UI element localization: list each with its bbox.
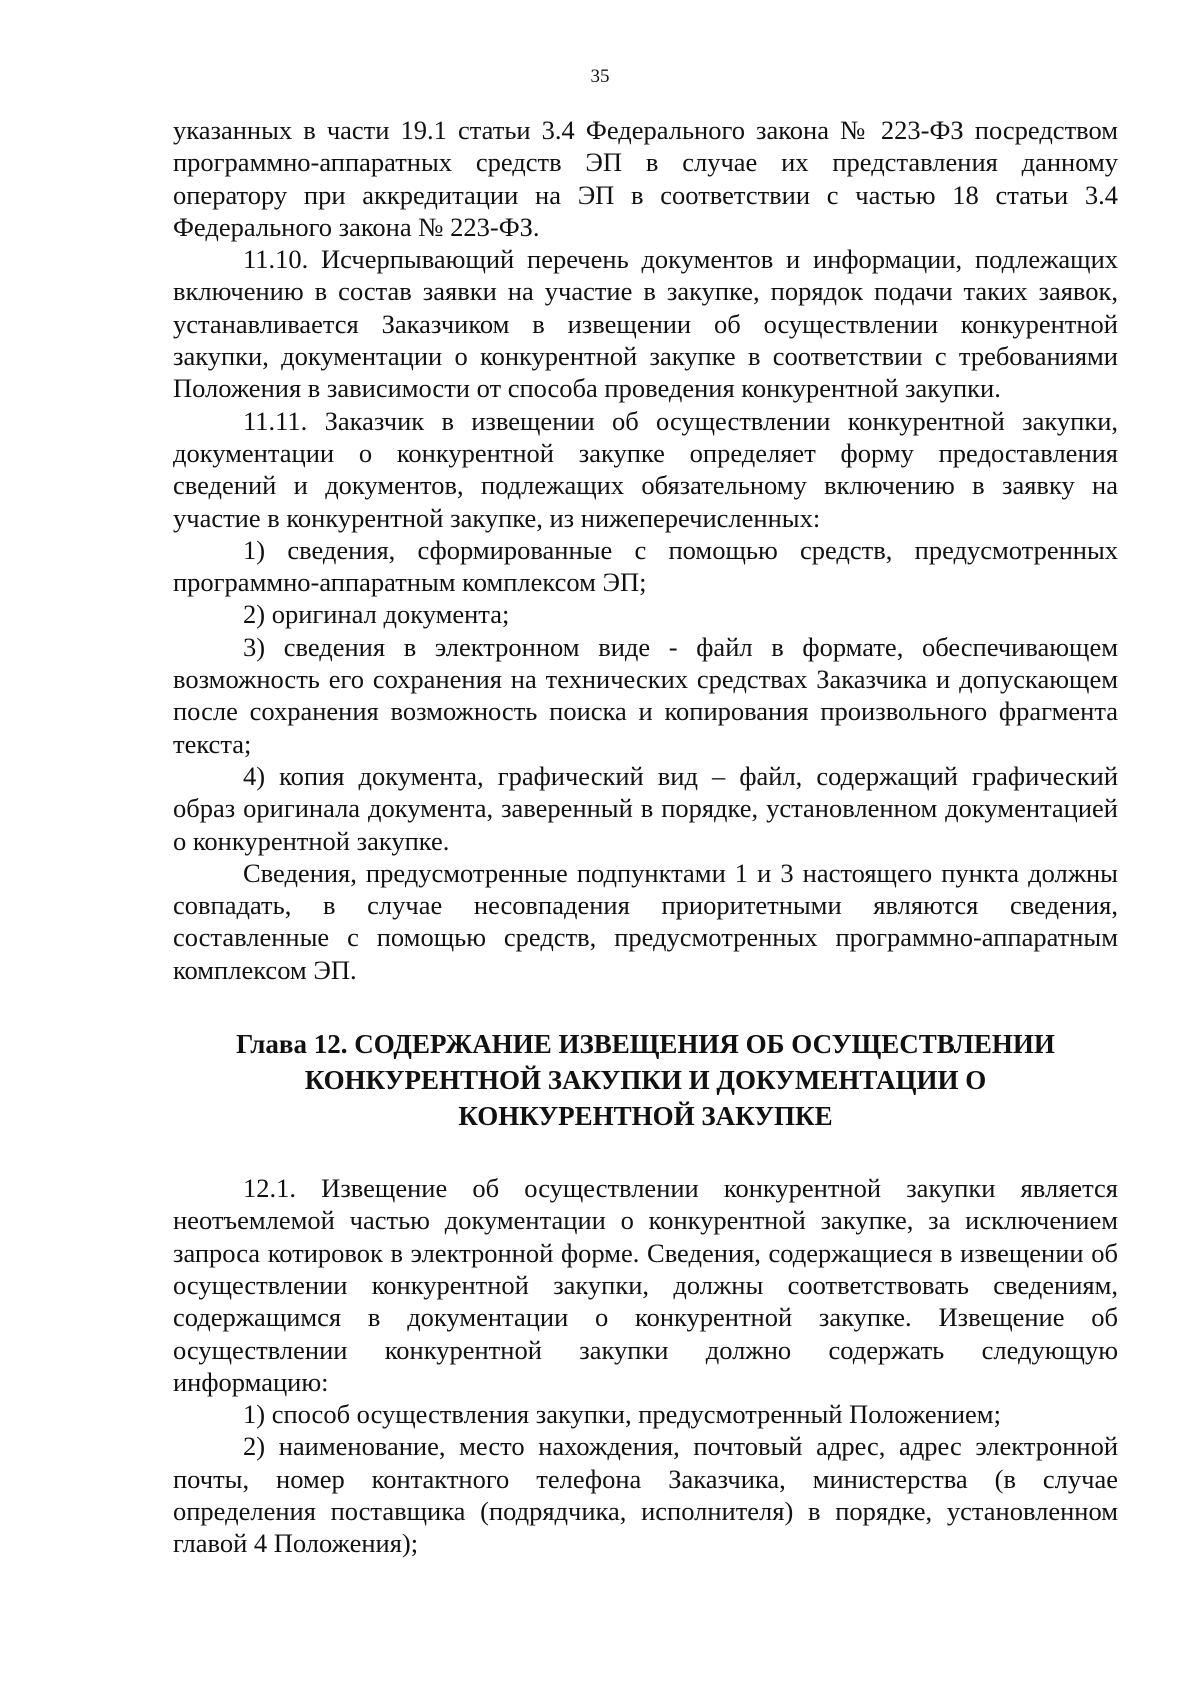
- chapter-heading: [173, 1026, 1118, 1134]
- paragraph-note: Сведения, предусмотренные подпунктами 1 и 3 настоящего пункта должны совпадать, в случае несовпадения приоритетными являются сведения, составленные с помощью средств, предусмотренных программно-аппаратным комплексом ЭП.: [173, 857, 1118, 985]
- chapter-heading-line-3: КОНКУРЕНТНОЙ ЗАКУПКЕ: [458, 1101, 833, 1132]
- chapter-heading-line-2: КОНКУРЕНТНОЙ ЗАКУПКИ И ДОКУМЕНТАЦИИ О: [304, 1065, 987, 1096]
- paragraphs-before-heading: [173, 114, 1118, 986]
- page-number: 35: [590, 66, 610, 87]
- chapter-heading-line-1: Глава 12. СОДЕРЖАНИЕ ИЗВЕЩЕНИЯ ОБ ОСУЩЕСТВЛЕНИИ: [236, 1029, 1055, 1060]
- list-item-2: 2) оригинал документа;: [243, 599, 510, 630]
- document-body: [173, 114, 1118, 1560]
- paragraph-continuation: указанных в части 19.1 статьи 3.4 Федерального закона № 223-ФЗ посредством программно-аппаратных средств ЭП в случае их представления данному оператору при аккредитации на ЭП в соответствии с частью 18 статьи 3.4 Федерального закона № 223-ФЗ.: [173, 115, 1118, 242]
- paragraphs-after-heading: [173, 1172, 1118, 1560]
- list-item-4: 4) копия документа, графический вид – файл, содержащий графический образ оригинала документа, заверенный в порядке, установленном документацией о конкурентной закупке.: [173, 760, 1118, 856]
- paragraph-12-1: 12.1. Извещение об осуществлении конкурентной закупки является неотъемлемой частью документации о конкурентной закупке, за исключением запроса котировок в электронной форме. Сведения, содержащиеся в извещении об осуществлении конкурентной закупки, должны соответствовать сведениям, содержащимся в документации о конкурентной закупке. Извещение об осуществлении конкурентной закупки должно содержать следующую информацию:: [173, 1173, 1118, 1397]
- paragraph-11-11: 11.11. Заказчик в извещении об осуществлении конкурентной закупки, документации о конкурентной закупке определяет форму предоставления сведений и документов, подлежащих обязательному включению в заявку на участие в конкурентной закупке, из нижеперечисленных:: [173, 405, 1118, 533]
- list-item-12-1-2: 2) наименование, место нахождения, почтовый адрес, адрес электронной почты, номер контактного телефона Заказчика, министерства (в случае определения поставщика (подрядчика, исполнителя) в порядке, установленном главой 4 Положения);: [173, 1431, 1118, 1559]
- list-item-12-1-1: 1) способ осуществления закупки, предусмотренный Положением;: [243, 1399, 1001, 1430]
- list-item-3: 3) сведения в электронном виде - файл в формате, обеспечивающем возможность его сохранения на технических средствах Заказчика и допускающем после сохранения возможность поиска и копирования произвольного фрагмента текста;: [173, 631, 1118, 759]
- list-item-1: 1) сведения, сформированные с помощью средств, предусмотренных программно-аппаратным комплексом ЭП;: [173, 534, 1118, 598]
- paragraph-11-10: 11.10. Исчерпывающий перечень документов и информации, подлежащих включению в состав заявки на участие в закупке, порядок подачи таких заявок, устанавливается Заказчиком в извещении об осуществлении конкурентной закупки, документации о конкурентной закупке в соответствии с требованиями Положения в зависимости от способа проведения конкурентной закупки.: [173, 244, 1118, 404]
